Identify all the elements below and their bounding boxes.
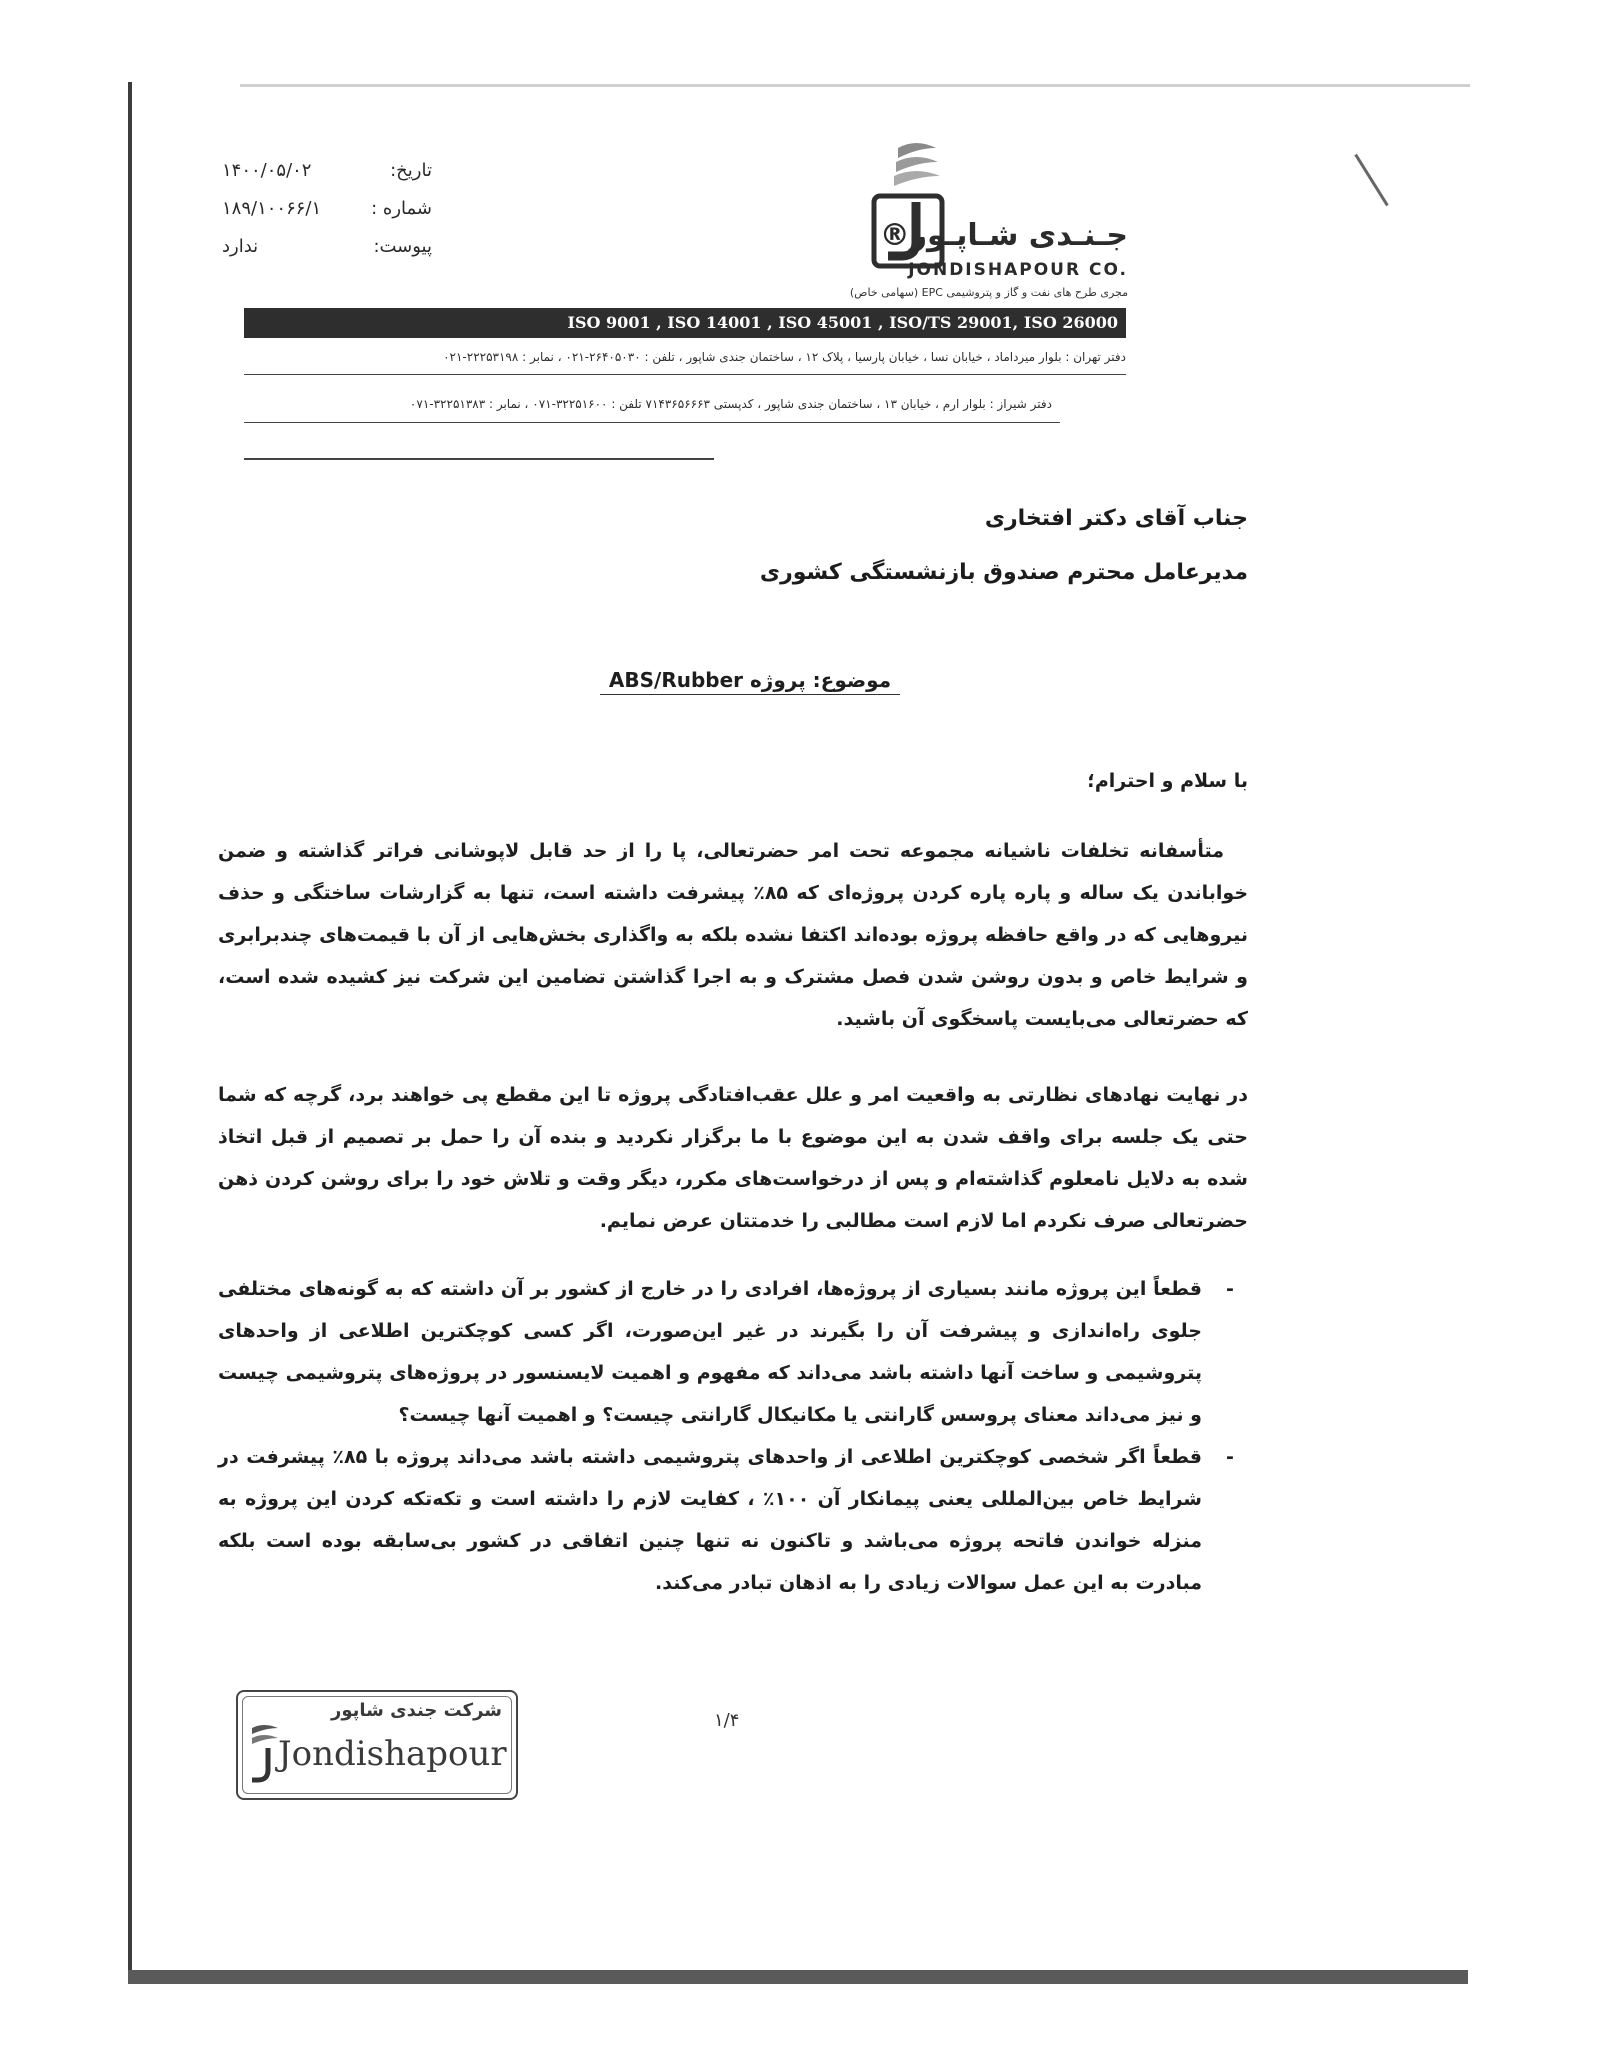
scan-edge-left	[128, 82, 132, 1982]
scan-mark	[1354, 154, 1388, 206]
divider	[244, 422, 1060, 423]
list-item	[218, 1436, 1248, 1604]
attachment-row	[222, 228, 432, 266]
divider	[244, 374, 1126, 375]
company-name-en: JONDISHAPOUR CO.	[908, 260, 1128, 280]
bullet-list	[218, 1268, 1248, 1604]
company-logo	[849, 140, 1128, 300]
company-stamp	[236, 1690, 518, 1800]
number-value: ۱۸۹/۱۰۰۶۶/۱	[222, 198, 322, 219]
bullet-text: قطعاً اگر شخصی کوچکترین اطلاعی از واحدهای پتروشیمی داشته باشد می‌داند پروژه با ۸۵٪ پیشرفت در شرایط خاص بین‌المللی یعنی پیمانکار آن ۱۰۰٪ ، کفایت لازم را داشته است و تکه‌تکه کردن این پروژه به منزله خواندن فاتحه پروژه می‌باشد و تاکنون نه تنها چنین اتفاقی در کشور بی‌سابقه بوده است بلکه مبادرت به این عمل سوالات زیادی را به اذهان تبادر می‌کند.	[218, 1446, 1202, 1594]
body-paragraph: در نهایت نهادهای نظارتی به واقعیت امر و علل عقب‌افتادگی پروژه تا این مقطع پی خواهند برد، گرچه که شما حتی یک جلسه برای واقف شدن به این موضوع با ما برگزار نکردید و بنده آن را حمل بر تصمیم از قبل اتخاذ شده به دلایل نامعلوم گذاشته‌ام و پس از درخواست‌های مکرر، دیگر وقت و تلاش خود را برای روشن کردن ذهن حضرتعالی صرف نکردم اما لازم است مطالبی را خدمتتان عرض نمایم.	[218, 1084, 1248, 1232]
bullet-text: قطعاً این پروژه مانند بسیاری از پروژه‌ها، افرادی را در خارج از کشور بر آن داشته که به گونه‌های مختلفی جلوی راه‌اندازی و پیشرفت آن را بگیرند در غیر این‌صورت، اگر کسی کوچکترین اطلاعی از واحدهای پتروشیمی و ساخت آنها داشته باشد می‌داند که مفهوم و اهمیت لایسنسور در پروژه‌های پتروشیمی چیست و نیز می‌داند معنای پروسس گارانتی یا مکانیکال گارانتی چیست؟ و اهمیت آنها چیست؟	[218, 1278, 1202, 1426]
greeting: با سلام و احترام؛	[1087, 770, 1248, 792]
recipient-name: جناب آقای دکتر افتخاری	[984, 506, 1248, 531]
date-row	[222, 152, 432, 190]
letter-meta	[222, 152, 432, 266]
number-row	[222, 190, 432, 228]
date-value: ۱۴۰۰/۰۵/۰۲	[222, 160, 312, 181]
page-number: ۱/۴	[714, 1710, 740, 1731]
stamp-logo-icon	[248, 1722, 280, 1786]
letter-subject: موضوع: پروژه ABS/Rubber	[600, 668, 900, 695]
body-paragraph: متأسفانه تخلفات ناشیانه مجموعه تحت امر حضرتعالی، پا را از حد قابل لاپوشانی فراتر گذاشته و ضمن خواباندن یک ساله و پاره پاره کردن پروژه‌ای که ۸۵٪ پیشرفت داشته است، تنها به گزارشات ساختگی و حذف نیروهایی که در واقع حافظه پروژه بوده‌اند اکتفا نشده بلکه به واگذاری بخش‌هایی از آن با قیمت‌های چندبرابری و شرایط خاص و بدون روشن شدن فصل مشترک و به اجرا گذاشتن تضامین این شرکت نیز کشیده شده است، که حضرتعالی می‌بایست پاسخگوی آن باشید.	[218, 840, 1249, 1030]
list-item	[218, 1268, 1248, 1436]
scan-edge-top	[240, 84, 1470, 87]
recipient-block	[760, 492, 1248, 600]
tehran-office-address: دفتر تهران : بلوار میرداماد ، خیابان نسا ، خیابان پارسیا ، پلاک ۱۲ ، ساختمان جندی شاپور ، تلفن : ۲۶۴۰۵۰۳۰-۰۲۱ ، نمابر : ۲۲۲۵۳۱۹۸-۰۲۱	[443, 350, 1126, 364]
date-label: تاریخ:	[390, 160, 432, 181]
stamp-text-en: Jondishapour	[278, 1734, 507, 1774]
scan-edge-bottom	[128, 1970, 1468, 1984]
attachment-label: پیوست:	[373, 236, 432, 257]
bullet-marker: -	[1226, 1446, 1234, 1468]
bullet-marker: -	[1226, 1278, 1234, 1300]
company-tagline: مجری طرح های نفت و گاز و پتروشیمی EPC (سهامی خاص)	[849, 286, 1128, 299]
company-name-fa: جـنـدی شـاپـور®	[879, 218, 1128, 253]
iso-certifications-bar: ISO 9001 , ISO 14001 , ISO 45001 , ISO/TS 29001, ISO 26000	[244, 308, 1126, 338]
attachment-value: ندارد	[222, 236, 259, 257]
recipient-title: مدیرعامل محترم صندوق بازنشستگی کشوری	[759, 560, 1248, 585]
stamp-text-fa: شرکت جندی شاپور	[330, 1700, 502, 1721]
divider	[244, 458, 714, 460]
number-label: شماره :	[371, 198, 432, 219]
shiraz-office-address: دفتر شیراز : بلوار ارم ، خیابان ۱۳ ، ساختمان جندی شاپور ، کدپستی ۷۱۴۳۶۵۶۶۶۳ تلفن : ۳۲۲۵۱۶۰۰-۰۷۱ ، نمابر : ۳۲۲۵۱۳۸۳-۰۷۱	[409, 397, 1052, 411]
